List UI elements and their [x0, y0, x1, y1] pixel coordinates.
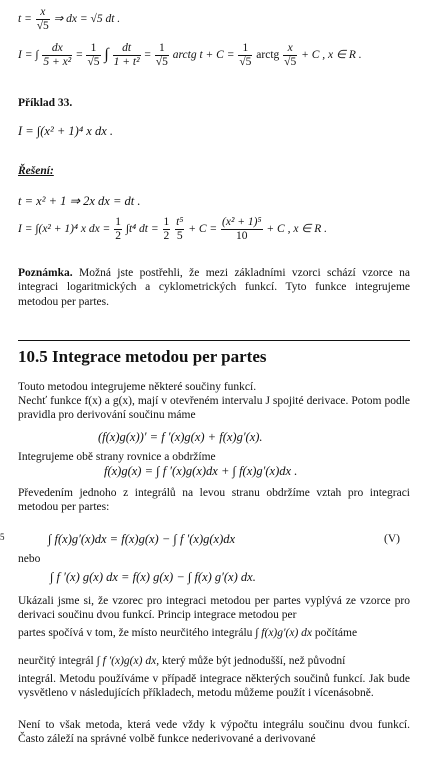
example-title: Příklad 33. — [18, 97, 73, 109]
integral-equation-1: I = ∫ $\frac{dx}{\text{5 + x²}}$ = $\frac{1}{√5}$ ∫ $\frac{dt}{\text{1 + t²}}$ = $\frac{1}{√5}$ arctg t + C = $\frac{1}{√5}$ arctg $\frac{x}{√5}$ + C , x ∈ R . — [18, 42, 362, 68]
word-nebo: nebo — [18, 553, 41, 565]
paragraph-explanation-a: Ukázali jsme si, že vzorec pro integraci metodou per partes vyplývá ze vzorce pro derivaci součinu dvou funkcí. Princip integrace metodou per — [18, 595, 410, 622]
formula-product-derivative: (f(x)g(x))′ = f ′(x)g(x) + f(x)g′(x). — [98, 430, 263, 444]
paragraph-explanation-c: neurčitý integrál ∫ f ′(x)g(x) dx, který může být jednodušší, než původní — [18, 655, 346, 667]
note-label: Poznámka. — [18, 267, 73, 279]
note-text: Možná jste postřehli, že mezi základními vzorci schází vzorce na integraci logaritmických a cyklometrických funkcí. Tyto funkce integrujeme metodou per partes. — [18, 267, 410, 308]
formula-per-partes-alt: ∫ f ′(x) g(x) dx = f(x) g(x) − ∫ f(x) g′(x) dx. — [50, 570, 256, 584]
paragraph-explanation-d: integrál. Metodu používáme v případě integrace některých součinů funkcí. Jak bude vysvětleno v následujících příkladech, metodu můžeme použít i vícenásobně. — [18, 673, 410, 700]
solution-integral-line: I = ∫(x² + 1)⁴ x dx = $\frac{1}{2}$ ∫t⁴ dt = $\frac{1}{2}$ $\frac{\text{t⁵}}{5}$ + C = $\frac{\text{(x² + 1)⁵}}{10}$ + C , x ∈ R . — [18, 216, 327, 242]
inline-integral-new: ∫ f ′(x)g(x) dx — [96, 655, 157, 667]
solution-label: Řešení: — [18, 165, 54, 177]
fraction-x-over-sqrt5: $\frac{x}{√5}$ — [36, 6, 49, 32]
paragraph-assumption: Nechť funkce f(x) a g(x), mají v otevřeném intervalu J spojité derivace. Potom podle pravidla pro derivování součinu máme — [18, 395, 410, 422]
paragraph-warning: Není to však metoda, která vede vždy k výpočtu integrálu součinu dvou funkcí. Často záleží na správné volbě funkce nederivované a derivované — [18, 719, 410, 746]
paragraph-intro: Touto metodou integrujeme některé součiny funkcí. — [18, 381, 257, 393]
solution-substitution: t = x² + 1 ⇒ 2x dx = dt . — [18, 194, 141, 208]
margin-mark: 5 — [0, 532, 5, 542]
inline-integral-original: ∫ f(x)g′(x) dx — [255, 627, 313, 639]
section-top-rule — [18, 340, 410, 341]
paragraph-transfer: Převedením jednoho z integrálů na levou stranu obdržíme vztah pro integraci metodou per partes: — [18, 487, 410, 514]
formula-integrated: f(x)g(x) = ∫ f ′(x)g(x)dx + ∫ f(x)g′(x)dx . — [104, 464, 298, 478]
formula-per-partes-label: (V) — [384, 533, 400, 545]
eq-lhs: t = — [18, 12, 32, 25]
paragraph-integrate: Integrujeme obě strany rovnice a obdržíme — [18, 451, 216, 463]
example-integral: I = ∫(x² + 1)⁴ x dx . — [18, 124, 114, 138]
formula-per-partes: ∫ f(x)g′(x)dx = f(x)g(x) − ∫ f ′(x)g(x)dx — [48, 532, 236, 546]
substitution-equation — [18, 6, 120, 32]
paragraph-explanation-b: partes spočívá v tom, že místo neurčitého integrálu ∫ f(x)g′(x) dx počítáme — [18, 627, 358, 639]
note-paragraph — [18, 266, 410, 309]
section-heading: 10.5 Integrace metodou per partes — [18, 347, 267, 366]
eq-implication: ⇒ dx = √5 dt . — [53, 12, 121, 25]
